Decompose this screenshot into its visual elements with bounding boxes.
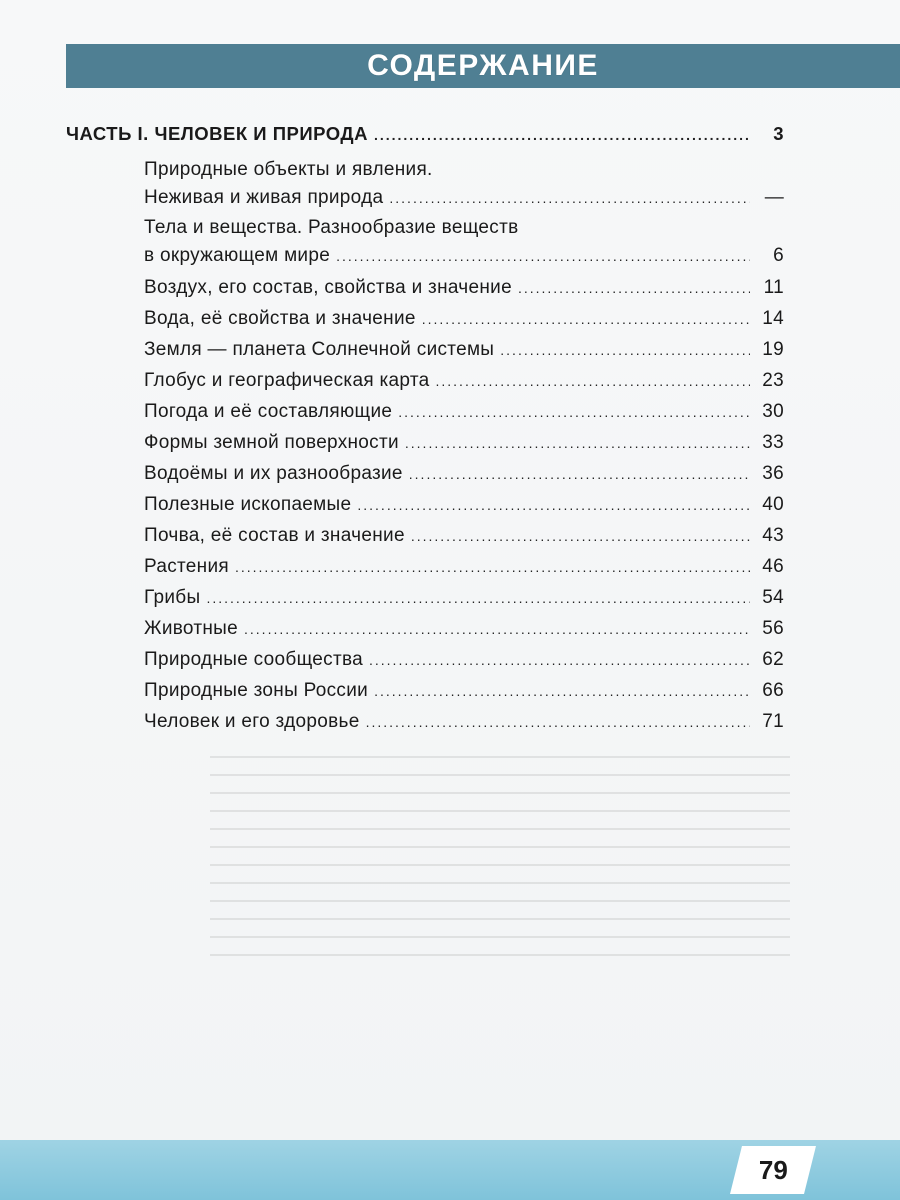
bleed-through-texture [150, 740, 850, 1140]
toc-item-line1: Природные объекты и явления. [144, 159, 433, 180]
toc-page-number: 23 [762, 370, 784, 391]
toc-item-label: Растения [144, 556, 229, 577]
toc-item-label: Человек и его здоровье [144, 711, 360, 732]
toc-page-number: 46 [762, 556, 784, 577]
toc-item-label: Почва, её состав и значение [144, 525, 405, 546]
toc-item-label: Вода, её свойства и значение [144, 308, 416, 329]
toc-item[interactable] [144, 710, 784, 734]
dot-leader [336, 244, 750, 268]
toc-page-number: 54 [762, 587, 784, 608]
toc-item-label: Полезные ископаемые [144, 494, 352, 515]
toc-item-label: Неживая и живая природа [144, 187, 384, 208]
dot-leader [235, 555, 750, 579]
toc-item[interactable] [144, 493, 784, 517]
dot-leader [398, 400, 750, 424]
toc-page-number: 43 [762, 525, 784, 546]
toc-page-number: 71 [762, 711, 784, 732]
page-title: СОДЕРЖАНИЕ [367, 49, 599, 82]
toc-item-label: Формы земной поверхности [144, 432, 399, 453]
toc-item[interactable] [144, 586, 784, 610]
dot-leader [405, 431, 750, 455]
dot-leader [518, 276, 750, 300]
dot-leader [366, 710, 750, 734]
page-number: 79 [758, 1154, 788, 1185]
toc-item[interactable] [144, 524, 784, 548]
toc-page-number: 19 [762, 339, 784, 360]
toc-page-number: 62 [762, 649, 784, 670]
toc-page-number: 66 [762, 680, 784, 701]
toc-item-label: Земля — планета Солнечной системы [144, 339, 495, 360]
title-bar [66, 44, 900, 88]
toc-item-label: в окружающем мире [144, 245, 331, 266]
dot-leader [206, 586, 750, 610]
toc-page-number: 56 [762, 618, 784, 639]
toc-item[interactable] [144, 462, 784, 486]
toc-page-number: 30 [762, 401, 784, 422]
toc-item-label: Водоёмы и их разнообразие [144, 463, 403, 484]
dot-leader [411, 524, 750, 548]
toc-page-number: 40 [762, 494, 784, 515]
toc-item-label: Погода и её составляющие [144, 401, 393, 422]
toc-item[interactable] [144, 369, 784, 393]
toc-item[interactable] [144, 338, 784, 362]
toc-page-number: 33 [762, 432, 784, 453]
toc-page-number: 6 [773, 245, 784, 266]
dot-leader [244, 617, 750, 641]
dot-leader [500, 338, 750, 362]
toc-page-number: — [764, 187, 784, 208]
toc-part-label: ЧАСТЬ I. ЧЕЛОВЕК И ПРИРОДА [66, 123, 368, 144]
toc-item-label: Грибы [144, 587, 201, 608]
toc-item-label: Глобус и географическая карта [144, 370, 430, 391]
dot-leader [369, 648, 750, 672]
toc-item[interactable] [144, 186, 784, 210]
dot-leader [374, 679, 750, 703]
toc-page-number: 14 [762, 308, 784, 329]
toc-item-line1: Тела и вещества. Разнообразие веществ [144, 217, 519, 238]
dot-leader [357, 493, 750, 517]
dot-leader [422, 307, 750, 331]
dot-leader [436, 369, 751, 393]
toc-item-label: Животные [144, 618, 239, 639]
toc-item[interactable] [144, 244, 784, 268]
toc-item[interactable] [144, 431, 784, 455]
toc-page-number: 36 [762, 463, 784, 484]
toc-item[interactable] [144, 679, 784, 703]
toc-item[interactable] [144, 617, 784, 641]
toc-page-number: 11 [763, 277, 784, 298]
toc-item[interactable] [144, 307, 784, 331]
dot-leader [409, 462, 750, 486]
toc-item-label: Природные зоны России [144, 680, 369, 701]
toc-page-number: 3 [773, 123, 784, 144]
dot-leader [374, 123, 750, 147]
toc-item[interactable] [144, 276, 784, 300]
dot-leader [389, 186, 750, 210]
toc-part-1[interactable] [66, 122, 784, 147]
toc-item-label: Природные сообщества [144, 649, 363, 670]
toc-item[interactable] [144, 648, 784, 672]
page-number-box [730, 1146, 816, 1194]
toc-item-label: Воздух, его состав, свойства и значение [144, 277, 512, 298]
toc-item[interactable] [144, 555, 784, 579]
toc-item[interactable] [144, 400, 784, 424]
